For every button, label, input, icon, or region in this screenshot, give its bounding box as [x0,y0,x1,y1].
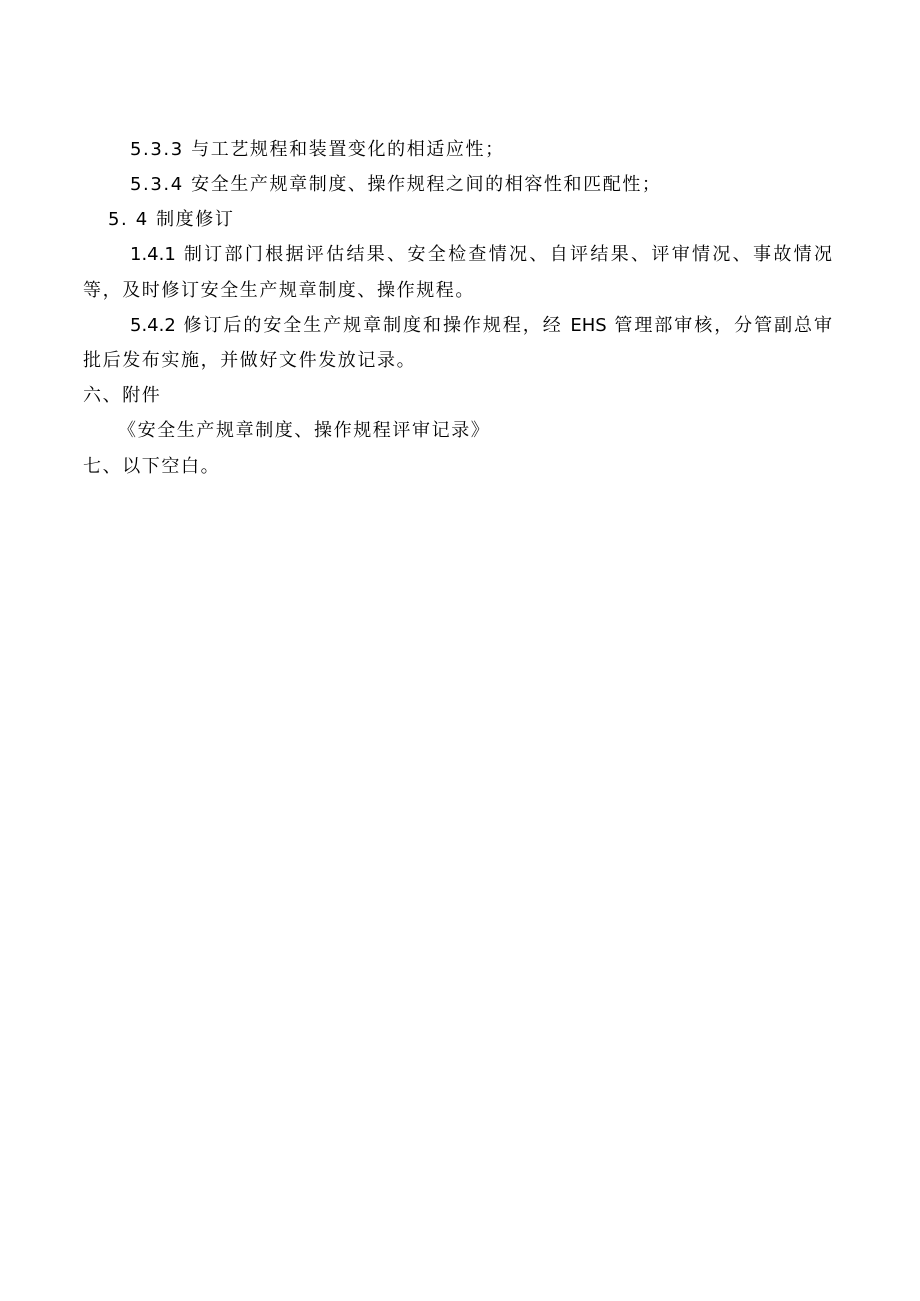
section-7-heading: 七、以下空白。 [83,456,221,477]
section-5-4-heading: 5. 4 制度修订 [108,209,235,230]
clause-5-4-2-line-2: 批后发布实施，并做好文件发放记录。 [83,350,417,371]
section-6-heading: 六、附件 [83,385,162,406]
attachment-title: 《安全生产规章制度、操作规程评审记录》 [118,420,491,441]
clause-5-4-1-line-1: 1.4.1 制订部门根据评估结果、安全检查情况、自评结果、评审情况、事故情况 [130,244,832,265]
clause-5-4-2-line-1: 5.4.2 修订后的安全生产规章制度和操作规程，经 EHS 管理部审核，分管副总审 [130,315,832,336]
clause-5-3-4: 5.3.4 安全生产规章制度、操作规程之间的相容性和匹配性； [130,174,662,195]
clause-5-3-3: 5.3.3 与工艺规程和装置变化的相适应性； [130,139,505,160]
clause-5-4-1-line-2: 等，及时修订安全生产规章制度、操作规程。 [83,280,475,301]
